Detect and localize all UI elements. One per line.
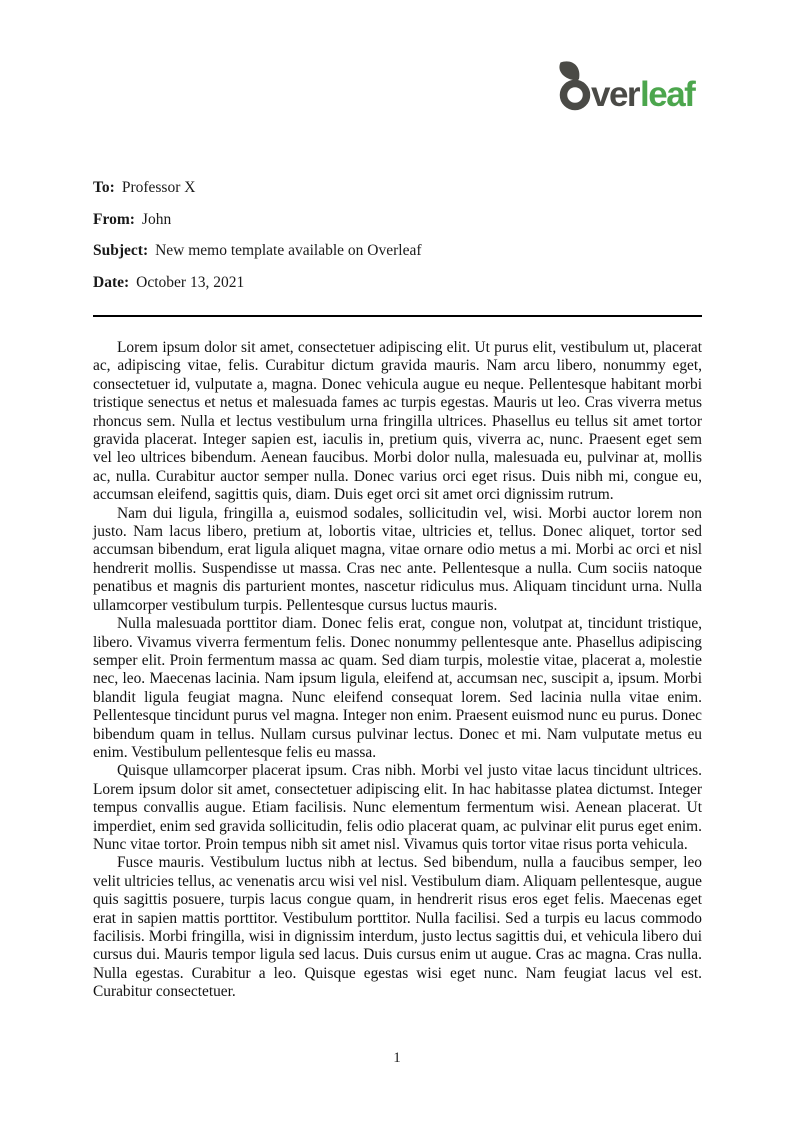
field-from-value: John bbox=[141, 210, 172, 228]
field-from-label: From: bbox=[93, 210, 135, 228]
paragraph-5: Fusce mauris. Vestibulum luctus nibh at lectus. Sed bibendum, nulla a faucibus semper, leo velit ultricies tellus, ac venenatis arcu wisi vel nisl. Vestibulum diam. Aliquam pellentesque, augue quis sagittis posuere, turpis lacus congue quam, in hendrerit risus eros eget felis. Maecenas eget erat in sapien mattis porttitor. Vestibulum porttitor. Nulla facilisi. Sed a turpis eu lacus commodo facilisis. Morbi fringilla, wisi in dignissim interdum, justo lectus sagittis dui, et vehicula libero dui cursus dui. Mauris tempor ligula sed lacus. Duis cursus enim ut augue. Cras ac magna. Cras nulla. Nulla egestas. Curabitur a leo. Quisque egestas wisi eget nunc. Nam feugiat lacus vel est. Curabitur consectetuer. bbox=[93, 854, 702, 1001]
field-date bbox=[93, 273, 702, 292]
overleaf-logo-icon bbox=[554, 58, 704, 112]
field-subject-value: New memo template available on Overleaf bbox=[155, 242, 422, 259]
memo-body bbox=[93, 339, 702, 1002]
overleaf-logo bbox=[554, 58, 704, 112]
paragraph-2: Nam dui ligula, fringilla a, euismod sodales, sollicitudin vel, wisi. Morbi auctor lorem non justo. Nam lacus libero, pretium at, lobortis vitae, ultricies et, tellus. Donec aliquet, tortor sed accumsan bibendum, erat ligula aliquet magna, vitae ornare odio metus a mi. Morbi ac orci et nisl hendrerit mollis. Suspendisse ut massa. Cras nec ante. Pellentesque a nulla. Cum sociis natoque penatibus et magnis dis parturient montes, nascetur ridiculus mus. Aliquam tincidunt urna. Nulla ullamcorper vestibulum turpis. Pellentesque cursus luctus mauris. bbox=[93, 504, 702, 614]
field-subject-label: Subject: bbox=[93, 242, 149, 259]
field-subject bbox=[93, 241, 702, 260]
field-date-label: Date: bbox=[93, 273, 130, 291]
logo-text-green: leaf bbox=[640, 75, 695, 112]
paragraph-3: Nulla malesuada porttitor diam. Donec felis erat, congue non, volutpat at, tincidunt tristique, libero. Vivamus viverra fermentum felis. Donec nonummy pellentesque ante. Phasellus adipiscing semper elit. Proin fermentum massa ac quam. Sed diam turpis, molestie vitae, placerat a, molestie nec, leo. Maecenas lacinia. Nam ipsum ligula, eleifend at, accumsan nec, suscipit a, ipsum. Morbi blandit ligula feugiat magna. Nunc eleifend consequat lorem. Sed lacinia nulla vitae enim. Pellentesque tincidunt purus vel magna. Integer non enim. Praesent euismod nunc eu purus. Donec bibendum quam in tellus. Nullam cursus pulvinar lectus. Donec et mi. Nam vulputate metus eu enim. Vestibulum pellentesque felis eu massa. bbox=[93, 615, 702, 761]
field-date-value: October 13, 2021 bbox=[136, 273, 245, 291]
field-to-label: To: bbox=[93, 179, 115, 196]
leaf-icon bbox=[559, 61, 579, 80]
logo-text-gray: ver bbox=[591, 75, 640, 112]
header-divider bbox=[93, 315, 702, 317]
field-to bbox=[93, 178, 702, 197]
paragraph-4: Quisque ullamcorper placerat ipsum. Cras nibh. Morbi vel justo vitae lacus tincidunt ultrices. Lorem ipsum dolor sit amet, consectetuer adipiscing elit. In hac habitasse platea dictumst. Integer tempus convallis augue. Etiam facilisis. Nunc elementum fermentum wisi. Aenean placerat. Ut imperdiet, enim sed gravida sollicitudin, felis odio placerat quam, ac pulvinar elit purus eget enim. Nunc vitae tortor. Proin tempus nibh sit amet nisl. Vivamus quis tortor vitae risus porta vehicula. bbox=[93, 762, 702, 853]
paragraph-1: Lorem ipsum dolor sit amet, consectetuer adipiscing elit. Ut purus elit, vestibulum ut, placerat ac, adipiscing vitae, felis. Curabitur dictum gravida mauris. Nam arcu libero, nonummy eget, consectetuer id, vulputate a, magna. Donec vehicula augue eu neque. Pellentesque habitant morbi tristique senectus et netus et malesuada fames ac turpis egestas. Mauris ut leo. Cras viverra metus rhoncus sem. Nulla et lectus vestibulum urna fringilla ultrices. Phasellus eu tellus sit amet tortor gravida placerat. Integer sapien est, iaculis in, pretium quis, viverra ac, nunc. Praesent eget sem vel leo ultrices bibendum. Aenean faucibus. Morbi dolor nulla, malesuada eu, pulvinar at, mollis ac, nulla. Curabitur auctor semper nulla. Donec varius orci eget risus. Duis nibh mi, congue eu, accumsan eleifend, sagittis quis, diam. Duis eget orci sit amet orci dignissim rutrum. bbox=[93, 339, 702, 504]
field-to-value: Professor X bbox=[121, 179, 196, 196]
field-from bbox=[93, 210, 702, 229]
page-number: 1 bbox=[393, 1050, 401, 1066]
memo-header bbox=[93, 178, 702, 304]
